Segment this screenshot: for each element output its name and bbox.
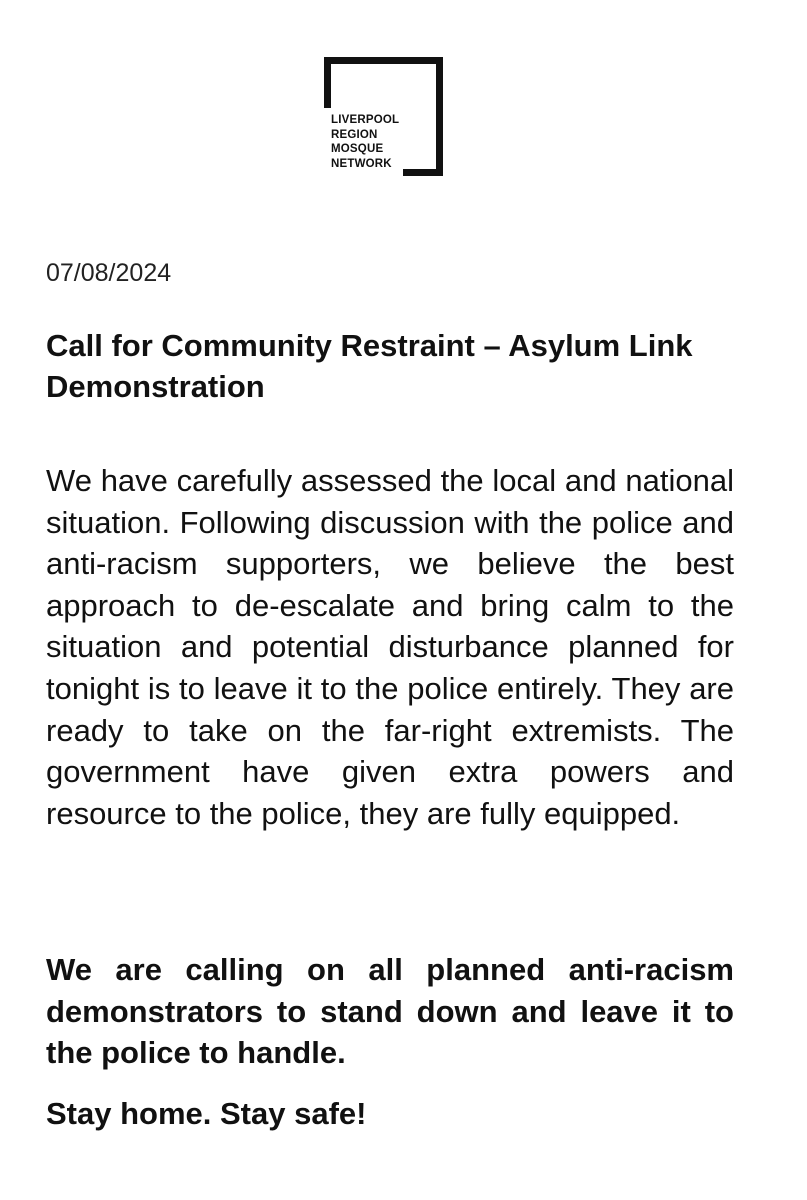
closing-line: Stay home. Stay safe! bbox=[46, 1096, 367, 1131]
logo-line-4: NETWORK bbox=[331, 157, 392, 170]
logo-line-1: LIVERPOOL bbox=[331, 114, 400, 126]
logo bbox=[323, 56, 444, 177]
statement-heading: Call for Community Restraint – Asylum Link Demonstration bbox=[46, 328, 693, 404]
logo-line-2: REGION bbox=[331, 128, 378, 141]
logo-line-3: MOSQUE bbox=[331, 143, 384, 155]
statement-date: 07/08/2024 bbox=[46, 259, 172, 287]
call-to-action: We are calling on all planned anti-racism demonstrators to stand down and leave it to the police to handle. bbox=[46, 952, 734, 1071]
statement-body: We have carefully assessed the local and national situation. Following discussion with the police and anti-racism supporters, we believe the best approach to de-escalate and bring calm to the situation and potential disturbance planned for tonight is to leave it to the police entirely. They are ready to take on the far-right extremists. The government have given extra powers and resource to the police, they are fully equipped. bbox=[46, 463, 734, 831]
logo-text bbox=[331, 113, 399, 171]
